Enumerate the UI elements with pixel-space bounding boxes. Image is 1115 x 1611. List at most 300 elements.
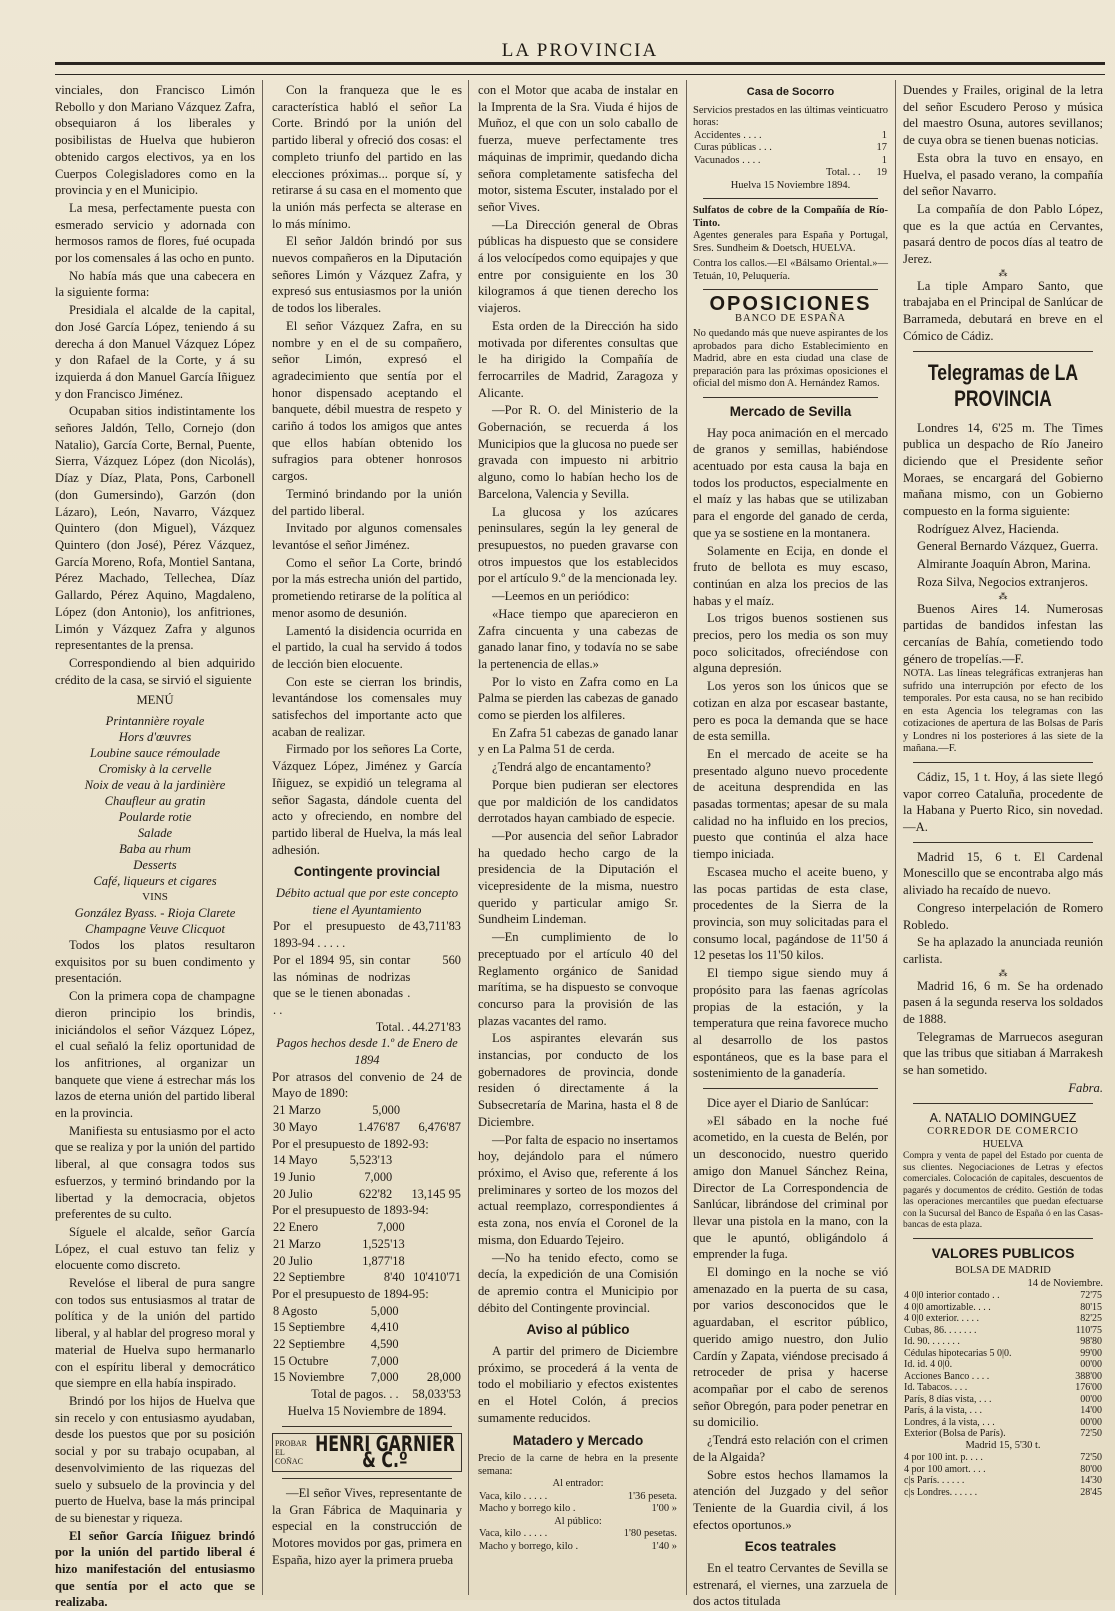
- menu-item: Printannière royale: [105, 714, 205, 729]
- table-row: [903, 1302, 1103, 1314]
- paragraph: Los trigos buenos sostienen sus precios, pero los media os son muy poco solicitados, ofreciéndose con alguna depresión.: [693, 611, 888, 676]
- paragraph: El señor Jaldón brindó por sus nuevos compañeros en la Diputación señores Limón y Vázquez Zafra, y expresó sus entusiasmos por la unión de todos los liberales.: [272, 234, 462, 316]
- table-row: [272, 1353, 462, 1370]
- table-row: [903, 1359, 1103, 1371]
- table-cell: [406, 1253, 462, 1270]
- menu-item: Baba au rhum: [119, 842, 191, 857]
- paragraph: Duendes y Frailes, original de la letra del señor Escudero Peroso y música del maestro Osuna, autores sevillanos; de cuya obra se tienen buenas noticias.: [903, 83, 1103, 148]
- paragraph: Londres 14, 6'25 m. The Times publica un despacho de Río Janeiro diciendo que el Presidente señor Moraes, se encargará del Gobierno mañana mismo, con un Gobierno compuesto en la forma siguiente:: [903, 420, 1103, 519]
- column-4: [693, 82, 888, 1609]
- table-cell: Curas públicas . . .: [694, 142, 772, 154]
- paragraph: El domingo en la noche se vió amenazado en la puerta de su casa, por varios desconocidos que le aguardaban, el escritor público, querido amigo nuestro, don Julio Cardín y Zapata, viéndose precisado á retroceder de prisa y hacerse acompañar por el cabo de serenos señor Obregón, para poder penetrar en su domicilio.: [693, 1265, 888, 1430]
- paragraph: En el teatro Cervantes de Sevilla se estrenará, el viernes, una zarzuela de dos actos titulada: [693, 1561, 888, 1609]
- table-cell: 1: [881, 154, 887, 166]
- table-row: [903, 1428, 1103, 1440]
- table-cell: 1'80 pesetas.: [623, 1528, 677, 1540]
- table-row: [903, 1382, 1103, 1394]
- paragraph: Invitado por algunos comensales levantóse el señor Jiménez.: [272, 521, 462, 552]
- table-cell: 560: [442, 952, 461, 967]
- separator-stars: ⁂: [998, 590, 1008, 601]
- table-cell: 1,525'13: [362, 1236, 405, 1251]
- text-line: Servicios prestados en las últimas veinticuatro horas:: [693, 104, 888, 129]
- menu-item: Noix de veau à la jardinière: [84, 778, 226, 793]
- table-cell: Cubas, 86. . . . . . .: [904, 1324, 977, 1336]
- table-cell: 1: [881, 129, 887, 141]
- text-line: Por el presupuesto de 1892-93:: [272, 1136, 429, 1151]
- table-cell: 30 Mayo: [273, 1119, 318, 1134]
- paragraph: Revelóse el liberal de pura sangre con todos sus entusiasmos al tratar de política y de la unión del partido liberal, y al hablar del progreso moral y material de Huelva supo hermanarlo con el espíritu liberal y democrático que siempre en ella había inspirado.: [55, 1276, 255, 1391]
- menu-item: Chaufleur au gratin: [104, 794, 206, 809]
- section-heading: Ecos teatrales: [744, 1539, 837, 1555]
- divider: [913, 1103, 1093, 1104]
- table-row: [272, 918, 462, 951]
- table-row: [272, 1102, 462, 1119]
- paragraph: La tiple Amparo Santo, que trabajaba en el Principal de Sanlúcar de Barrameda, debutará en breve en el Cómico de Cádiz.: [903, 278, 1103, 343]
- table-cell: [400, 1353, 462, 1370]
- table-row: [903, 1290, 1103, 1302]
- table-cell: [393, 1169, 462, 1186]
- table-cell: [406, 1236, 462, 1253]
- section-heading: Casa de Socorro: [746, 86, 835, 98]
- table-cell: 99'00: [1080, 1347, 1102, 1359]
- table-row: [272, 1019, 462, 1036]
- table-row: [272, 1119, 462, 1136]
- table-row: [903, 1475, 1103, 1487]
- table-cell: París, 8 días vista, . . .: [904, 1393, 992, 1405]
- vins-item: González Byass. - Rioja Clarete: [74, 906, 236, 921]
- oposiciones-subtitle: BANCO DE ESPAÑA: [735, 312, 846, 324]
- paragraph: —El señor Vives, representante de la Gran Fábrica de Maquinaria y especial en la construcción de Motores movidos por gas, primera en España, hizo ayer la primera prueba: [272, 1485, 462, 1567]
- table-cell: 10'410'71: [413, 1270, 461, 1285]
- table-cell: Id. id. 4 0|0.: [904, 1359, 953, 1371]
- divider: [913, 842, 1093, 843]
- paragraph: La compañía de don Pablo López, que es la que actúa en Cervantes, pasará dentro de pocos días al teatro de Jerez.: [903, 201, 1103, 267]
- table-row: [272, 1169, 462, 1186]
- text-line: Precio de la carne de hebra en la presente semana:: [478, 1453, 678, 1477]
- table-row: [903, 1405, 1103, 1417]
- table-row: [478, 1503, 678, 1516]
- table-cell: [406, 1219, 462, 1236]
- table-cell: c|s París. . . . . .: [904, 1475, 965, 1487]
- vins-title: VINS: [142, 891, 168, 904]
- paragraph: En el mercado de aceite se ha presentado alguno nuevo procedente de aceituna desprendida en las pasadas tormentas; apesar de su mala calidad no ha influido en los precios, puesto que continúa el alza hace tiempo iniciada.: [693, 746, 888, 862]
- table-row: [903, 1452, 1103, 1464]
- divider: [282, 1478, 452, 1479]
- divider: [703, 198, 878, 199]
- paragraph: Esta obra la tuvo en ensayo, en Huelva, el pasado verano, la compañía del señor Navarro.: [903, 150, 1103, 199]
- paragraph: —Leemos en un periódico:: [492, 589, 630, 604]
- oposiciones-title: OPOSICIONES: [709, 293, 872, 316]
- date-line: Huelva 15 Noviembre de 1894.: [287, 1403, 447, 1418]
- column-separator: [686, 80, 687, 1595]
- column-1: [55, 82, 255, 1610]
- table-cell: 21 Marzo: [273, 1236, 321, 1251]
- table-cell: 5,000: [372, 1103, 401, 1118]
- table-row: [478, 1541, 678, 1554]
- table-cell: 20 Julio: [273, 1186, 313, 1201]
- paragraph: Síguele el alcalde, señor García López, el cual estuvo tan feliz y elocuente como discreto.: [55, 1224, 255, 1273]
- table-cell: [393, 1152, 462, 1169]
- date-line: 14 de Noviembre.: [1027, 1277, 1103, 1289]
- menu-item: Salade: [137, 826, 173, 841]
- table-row: [272, 1186, 462, 1203]
- section-heading: VALORES PUBLICOS: [931, 1244, 1075, 1261]
- paragraph: —Por R. O. del Ministerio de la Gobernación, se recuerda á los Municipios que la glucosa no puede ser gravada con impuesto ni arbitrio alguno, como lo habían hecho los de Barcelona, Valencia y Sevilla.: [478, 403, 678, 501]
- corredor-city: HUELVA: [982, 1138, 1024, 1150]
- paragraph: La mesa, perfectamente puesta con esmerado servicio y adornada con hermosos ramos de flores, fué ocupada por los comensales á las ocho en punto.: [55, 200, 255, 266]
- menu-item: Loubine sauce rémoulade: [89, 746, 221, 761]
- signature: Fabra.: [1068, 1080, 1103, 1095]
- paragraph: »El sábado en la noche fué acometido, en la cuesta de Belén, por un desconocido, nuestro querido amigo don Manuel Sánchez Reina, Director de La Correspondencia de Sanlúcar, librándose del criminal por llevar una pistola en la mano, con la que le apuntó, obligándolo á emprender la fuga.: [693, 1113, 888, 1262]
- table-cell: 4,590: [370, 1337, 399, 1352]
- section-heading: Mercado de Sevilla: [729, 403, 852, 419]
- table-cell: 15 Octubre: [273, 1353, 329, 1368]
- price-table: [478, 1491, 678, 1516]
- corredor-text: Compra y venta de papel del Estado por cuenta de sus clientes. Negociaciones de Letras y efectos comerciales. Colocación de capitales, descuentos de pagarés y documentos de crédito. Gestión de todas las operaciones mercantiles que puedan efectuarse con la Sucursal del Banco de España ó en las Casas-bancas de esta plaza.: [903, 1151, 1103, 1231]
- paragraph: Como el señor La Corte, brindó por la más estrecha unión del partido, prometiendo retirarse de la política al menor asomo de desunión.: [272, 555, 462, 620]
- paragraph: con el Motor que acaba de instalar en la Imprenta de la Sra. Viuda é hijos de Muñoz, el que con un solo caballo de fuerza, mueve perfectamente tres máquinas de imprimir, quedando dicha señora completamente satisfecha del motor, sistema Escuter, instalado por el señor Vives.: [478, 83, 678, 214]
- paragraph: Porque bien pudieran ser electores que por maldición de los candidatos derrotados hayan cambiado de especie.: [478, 777, 678, 826]
- menu-item: Cromisky à la cervelle: [98, 762, 212, 777]
- paragraph: Buenos Aires 14. Numerosas partidas de bandidos infestan las cercanías de Bahía, cometiendo todo género de tropelías.—F.: [903, 601, 1103, 666]
- table-cell: 00'00: [1080, 1359, 1102, 1371]
- table-cell: 176'00: [1075, 1382, 1102, 1394]
- column-3: [478, 82, 678, 1597]
- ad-brand: HENRI GARNIER & C.º: [315, 1431, 455, 1473]
- table-cell: 622'82: [359, 1186, 393, 1201]
- paragraph: vinciales, don Francisco Limón Rebollo y don Mariano Vázquez Zafra, obsequiaron á los liberales y posibilistas de Huelva que hubieron obtenido cargos electivos, ya en los Cuerpos Colegisladores como en la provincia y en el Municipio.: [55, 83, 255, 198]
- table-row: [272, 1219, 462, 1236]
- table-cell: 14'00: [1080, 1405, 1102, 1417]
- ad-text: Sulfatos de cobre de la Compañía de Río-Tinto.: [693, 205, 888, 229]
- table-cell: 00'00: [1080, 1393, 1102, 1405]
- casa-table: [693, 130, 888, 180]
- masthead-title: LA PROVINCIA: [501, 40, 659, 61]
- menu-item: Desserts: [133, 858, 177, 873]
- table-cell: Total de pagos. . .: [311, 1387, 399, 1402]
- table-cell: 7,000: [370, 1370, 399, 1385]
- table-row: [903, 1464, 1103, 1476]
- section-heading: Aviso al público: [526, 1322, 630, 1338]
- table-cell: 43,711'83: [412, 919, 461, 934]
- table-row: [693, 167, 888, 180]
- menu-item: Café, liqueurs et cigares: [93, 874, 217, 889]
- table-row: [272, 1369, 462, 1386]
- table-row: [903, 1336, 1103, 1348]
- menu-item: Poularde rotie: [118, 810, 192, 825]
- divider: [913, 1238, 1093, 1239]
- menu-item: Hors d'œuvres: [118, 730, 192, 745]
- corredor-name: A. NATALIO DOMINGUEZ: [929, 1110, 1077, 1125]
- table-cell: 1.476'87: [357, 1119, 401, 1134]
- paragraph: Los yeros son los únicos que se cotizan en alza por escasear bastante, pero es poca la demanda que se hace de esta semilla.: [693, 679, 888, 744]
- paragraph: Lamentó la disidencia ocurrida en el partido, la cual ha servido á todos de lección bien elocuente.: [272, 623, 462, 671]
- corredor-title: CORREDOR DE COMERCIO: [927, 1126, 1079, 1138]
- column-separator: [262, 80, 263, 1595]
- table-cell: Id. Tabacos. . . .: [904, 1382, 968, 1394]
- table-cell: 4 por 100 amort. . . .: [904, 1463, 986, 1475]
- subheading: Pagos hechos desde 1.º de Enero de 1894: [276, 1036, 458, 1068]
- price-table: [478, 1528, 678, 1553]
- table-row: [478, 1491, 678, 1504]
- table-cell: 72'50: [1080, 1452, 1102, 1464]
- bolsa-table: [903, 1452, 1103, 1498]
- divider: [703, 289, 878, 290]
- paragraph: —Por falta de espacio no insertamos hoy, dejándolo para el número próximo, el Aviso que, referente á los preliminares y sorteo de los mozos del actual reemplazo, correspondientes á esta zona, nos envía el Coronel de la misma, don Eduardo Tejeiro.: [478, 1132, 678, 1247]
- table-cell: 15 Septiembre: [273, 1320, 345, 1335]
- paragraph: En Zafra 51 cabezas de ganado lanar y en La Palma 51 de cerda.: [478, 725, 678, 757]
- paragraph: Congreso interpelación de Romero Robledo.: [903, 900, 1103, 932]
- telegramas-title: Telegramas de LA PROVINCIA: [927, 359, 1079, 411]
- paragraph: Con este se cierran los brindis, levantándose los comensales muy satisfechos del importante acto que acaban de realizar.: [272, 674, 462, 739]
- paragraph: Con la primera copa de champagne dieron principio los brindis, iniciándolos el señor Vázquez López, el cual señaló la feliz oportunidad de los anfitriones, al organizar un banquete que viene á estrechar más los lazos de eterna unión del partido liberal en la provincia.: [55, 989, 255, 1121]
- divider: [703, 1088, 878, 1089]
- debito-table: [272, 918, 462, 1035]
- subheading: Débito actual que por este concepto tiene el Ayuntamiento: [275, 886, 459, 917]
- table-row: [693, 142, 888, 155]
- paragraph: «Hace tiempo que aparecieron en Zafra cincuenta y una cabezas de ganado lanar fino, y todavía no se sabe la pertenencia de ellas.»: [478, 606, 678, 671]
- table-row: [903, 1325, 1103, 1337]
- column-2: [272, 82, 462, 1597]
- table-cell: Cédulas hipotecarias 5 0|0.: [904, 1347, 1012, 1359]
- paragraph: La glucosa y los azúcares peninsulares, según la ley general de presupuestos, no pueden gravarse con otros impuestos que los establecidos por el artículo 9.º de la mencionada ley.: [478, 504, 678, 586]
- table-cell: c|s Londres. . . . . .: [904, 1486, 978, 1498]
- table-cell: [400, 1319, 462, 1336]
- paragraph: Rodríguez Alvez, Hacienda.: [917, 521, 1059, 536]
- table-cell: Total. . .: [826, 167, 861, 179]
- table-cell: 28'45: [1080, 1486, 1102, 1498]
- table-cell: 22 Enero: [273, 1220, 319, 1235]
- table-row: [903, 1417, 1103, 1429]
- table-cell: 21 Marzo: [273, 1103, 321, 1118]
- table-cell: Exterior (Bolsa de París).: [904, 1428, 1006, 1440]
- table-cell: 19: [876, 167, 887, 179]
- table-row: [693, 155, 888, 168]
- paragraph: A partir del primero de Diciembre próximo, se procederá á la venta de todo el mobiliario y efectos existentes en el Hotel Colón, á precios sumamente reducidos.: [478, 1344, 678, 1425]
- paragraph: General Bernardo Vázquez, Guerra.: [917, 539, 1099, 554]
- table-cell: 28,000: [426, 1370, 461, 1385]
- section-heading: Contingente provincial: [293, 864, 441, 880]
- table-row: [478, 1528, 678, 1541]
- paragraph: Terminó brindando por la unión del partido liberal.: [272, 486, 462, 518]
- paragraph: —La Dirección general de Obras públicas ha dispuesto que se considere á los velocípedos como equipajes y que entre por consiguiente en los 30 kilogramos á que tienen derecho los viajeros.: [478, 217, 678, 316]
- divider: [913, 762, 1093, 763]
- paragraph: Los aspirantes elevarán sus instancias, por conducto de los gobernadores de provincia, donde residen ó directamente á la Subsecretaría de Marina, hasta el 8 de Diciembre.: [478, 1031, 678, 1129]
- subheading: Al público:: [554, 1515, 602, 1527]
- table-cell: 4 0|0 interior contado . .: [904, 1290, 1000, 1302]
- divider: [703, 397, 878, 398]
- table-cell: 4,410: [370, 1320, 399, 1335]
- paragraph: No había más que una cabecera en la siguiente forma:: [55, 268, 255, 300]
- masthead-rule: [55, 62, 1105, 65]
- ad-caption: PROBAR EL COÑAC: [275, 1438, 308, 1466]
- table-row: [272, 952, 462, 1019]
- table-cell: 7,000: [364, 1170, 393, 1184]
- table-row: [272, 1319, 462, 1336]
- paragraph: Con la franqueza que le es característica habló el señor La Corte. Brindó por la unión del partido liberal y ofreció dos cosas: el completo triunfo del partido en las elecciones próximas... porque sí, y retirarse á su casa en el momento que la unión más perfecta se alterase en lo más mínimo.: [272, 83, 462, 231]
- table-cell: 22 Septiembre: [273, 1337, 345, 1352]
- paragraph: Solamente en Ecija, en donde el fruto de bellota es muy escaso, continúan en alza los precios de las habas y el maíz.: [693, 543, 888, 608]
- pagos-table: [272, 1219, 462, 1286]
- cognac-ad: [272, 1433, 462, 1472]
- paragraph: Brindó por los hijos de Huelva que sin recelo y con entusiasmo ayudaban, desde los puestos que por su posición social y por su trabajo ocupaban, al desenvolvimiento de las riquezas del suelo y subsuelo de la provincia y del puerto de Huelva, base la más principal de su bienestar y riqueza.: [55, 1394, 255, 1525]
- paragraph: Cádiz, 15, 1 t. Hoy, á las siete llegó vapor correo Cataluña, procedente de la Habana y Puerto Rico, sin novedad.—A.: [903, 769, 1103, 834]
- table-cell: 20 Julio: [273, 1253, 313, 1268]
- paragraph: Ocupaban sitios indistintamente los señores Jaldón, Tello, Cornejo (don Natalio), García Corte, Bernal, Puente, Sierra, Vázquez López (don Nicolás), Díaz y Díaz, Plata, Pons, Carbonell (don Gumersindo), Garzón (don Lázaro), León, Navarro, Vázquez Quintero (don Miguel), Vázquez Quintero (don José), Pérez Vázquez, García Moreno, Rofa, Montiel Santana, Pérez Machado, Tellechea, Díaz Gallardo, Pérez Aquino, Magdaleno, López (don Antonio), los anfitriones, Limón y Vázquez Zafra y algunos representantes de la prensa.: [55, 404, 255, 653]
- paragraph: Dice ayer el Diario de Sanlúcar:: [707, 1096, 869, 1111]
- table-cell: 4 0|0 exterior. . . . .: [904, 1313, 980, 1325]
- separator-stars: ⁂: [998, 267, 1008, 278]
- table-row: [272, 1386, 462, 1403]
- table-cell: [400, 1303, 462, 1320]
- table-cell: 1'36 peseta.: [627, 1490, 677, 1502]
- text-line: Por el presupuesto de 1893-94:: [272, 1203, 429, 1218]
- table-cell: Vacunados . . . .: [694, 154, 761, 166]
- table-cell: 7,000: [376, 1220, 405, 1235]
- section-heading: Matadero y Mercado: [512, 1432, 644, 1448]
- paragraph: Manifiesta su entusiasmo por el acto que se realiza y por la unión del partido liberal, al que consagra todos sus esfuerzos, y terminó brindando por la libertad y la democracia, objetos preferentes de su culto.: [55, 1123, 255, 1222]
- oposiciones-text: No quedando más que nueve aspirantes de los aprobados para dicho Establecimiento en Madrid, abre en esta ciudad una clase de preparación para las próximas oposiciones el oficial del mismo don A. Hernández Ramos.: [693, 328, 888, 390]
- table-cell: 44.271'83: [412, 1019, 461, 1034]
- ad-text: Agentes generales para España y Portugal, Sres. Sundheim & Doetsch, HUELVA.: [693, 230, 888, 254]
- table-row: [272, 1152, 462, 1169]
- paragraph: Madrid 15, 6 t. El Cardenal Monescillo que se encontraba algo más aliviado ha recaído de nuevo.: [903, 849, 1103, 898]
- menu-title: MENÚ: [136, 693, 174, 708]
- table-cell: 14 Mayo: [273, 1153, 318, 1168]
- bolsa-table: [903, 1290, 1103, 1440]
- table-cell: Por el presupuesto de 1893-94 . . . . .: [273, 919, 411, 951]
- table-cell: Macho y borrego, kilo .: [479, 1540, 579, 1552]
- menu-list: [55, 713, 255, 937]
- paragraph: Firmado por los señores La Corte, Vázquez López, Jiménez y García Iñiguez, se expidió un telegrama al señor Sagasta, dándole cuenta del acto y ofreciendo, en nombre del partido liberal de Huelva, la más leal adhesión.: [272, 742, 462, 857]
- nota-text: NOTA. Las líneas telegráficas extranjeras han sufrido una interrupción por efecto de los temporales. Por esta causa, no se han recibido en esta Agencia los telegramas con las cotizaciones de apertura de las Bolsas de París y Londres ni los posteriores á las siete de la mañana.—F.: [903, 668, 1103, 755]
- paragraph: Telegramas de Marruecos aseguran que las tribus que sitiaban á Marrakesh se han sometido.: [903, 1029, 1103, 1078]
- text-line: Por el presupuesto de 1894-95:: [272, 1286, 429, 1301]
- paragraph: Todos los platos resultaron exquisitos por su buen condimento y presentación.: [55, 938, 255, 986]
- table-cell: 19 Junio: [273, 1170, 316, 1184]
- table-cell: [401, 1102, 462, 1119]
- column-separator: [468, 80, 469, 1595]
- table-cell: Londres, á la vista, . . .: [904, 1416, 995, 1428]
- table-cell: Accidentes . . . .: [694, 129, 762, 141]
- table-cell: Total. .: [375, 1019, 411, 1034]
- table-row: [903, 1487, 1103, 1499]
- table-cell: 388'00: [1075, 1370, 1102, 1382]
- table-cell: Vaca, kilo . . . . .: [479, 1490, 548, 1502]
- masthead-rule-thin: [55, 74, 1105, 75]
- table-cell: 1'40 »: [651, 1540, 677, 1552]
- paragraph: El señor García Iñiguez brindó por la unión del partido liberal é hizo manifestación del entusiasmo que sentía por el acto que se realizaba.: [55, 1528, 255, 1610]
- column-5: [903, 82, 1103, 1597]
- vins-item: Champagne Veuve Clicquot: [85, 922, 225, 937]
- table-cell: 72'50: [1080, 1428, 1102, 1440]
- table-row: [272, 1269, 462, 1286]
- table-cell: 5,523'13: [349, 1153, 393, 1168]
- table-cell: 110'75: [1075, 1324, 1102, 1336]
- table-cell: 72'75: [1080, 1290, 1102, 1302]
- divider: [282, 1426, 452, 1427]
- table-cell: 8 Agosto: [273, 1303, 318, 1318]
- subheading: BOLSA DE MADRID: [955, 1265, 1051, 1277]
- table-cell: 17: [876, 142, 887, 154]
- table-row: [272, 1336, 462, 1353]
- table-row: [903, 1313, 1103, 1325]
- divider: [913, 351, 1093, 352]
- paragraph: Sobre estos hechos llamamos la atención del Juzgado y del señor Teniente de la Guardia civil, á los efectos oportunos.»: [693, 1467, 888, 1532]
- table-row: [272, 1236, 462, 1253]
- paragraph: Esta orden de la Dirección ha sido motivada por diferentes consultas que le ha dirigido la Compañía de ferrocarriles de Madrid, Zaragoza y Alicante.: [478, 318, 678, 400]
- table-cell: 80'15: [1080, 1301, 1102, 1313]
- pagos-table: [272, 1102, 462, 1135]
- table-cell: 22 Septiembre: [273, 1270, 345, 1285]
- paragraph: Almirante Joaquín Abron, Marina.: [917, 557, 1091, 572]
- table-cell: 4 por 100 int. p. . . .: [904, 1452, 983, 1464]
- column-separator: [895, 80, 896, 1595]
- table-row: [903, 1348, 1103, 1360]
- subheading: Al entrador:: [552, 1478, 604, 1490]
- table-cell: Macho y borrego kilo .: [479, 1503, 576, 1515]
- pagos-table: [272, 1303, 462, 1403]
- date-line: Huelva 15 Noviembre 1894.: [730, 179, 851, 191]
- paragraph: Roza Silva, Negocios extranjeros.: [917, 574, 1089, 589]
- pagos-table: [272, 1152, 462, 1202]
- table-cell: 82'25: [1080, 1313, 1102, 1325]
- table-cell: 7,000: [370, 1353, 399, 1368]
- table-cell: 80'00: [1080, 1463, 1102, 1475]
- table-cell: 00'00: [1080, 1416, 1102, 1428]
- text-line: Por atrasos del convenio de 24 de Mayo de 1890:: [272, 1069, 462, 1101]
- table-row: [903, 1371, 1103, 1383]
- paragraph: —En cumplimiento de lo preceptuado por el artículo 40 del Reglamento orgánico de Sanidad marítima, se ha dispuesto se convoque concurso para la provisión de las plazas vacantes del ramo.: [478, 930, 678, 1028]
- paragraph: Hay poca animación en el mercado de granos y semillas, habiéndose acentuado por esta causa la baja en todos los productos, especialmente en el maíz y las habas que se utilizaban para el engorde del ganado de cerda, que ya se sostiene en la montanera.: [693, 425, 888, 540]
- table-cell: 4 0|0 amortizable. . . .: [904, 1301, 991, 1313]
- paragraph: Presidiala el alcalde de la capital, don José García López, teniendo á su derecha á don Manuel Vázquez López y don Rafael de la Corte, y á su izquierda á don Manuel García Iñiguez y don Francisco Jiménez.: [55, 303, 255, 401]
- table-cell: Vaca, kilo . . . . .: [479, 1528, 548, 1540]
- paragraph: Por lo visto en Zafra como en La Palma se pierden las cabezas de ganado como se pierden los alfileres.: [478, 674, 679, 723]
- paragraph: ¿Tendrá esto relación con el crimen de la Algaida?: [693, 1433, 888, 1464]
- table-cell: [400, 1336, 462, 1353]
- table-cell: 58,033'53: [412, 1387, 461, 1402]
- table-cell: 1'00 »: [651, 1503, 677, 1515]
- table-cell: 14'30: [1080, 1475, 1102, 1487]
- paragraph: Correspondiendo al bien adquirido crédito de la casa, se sirvió el siguiente: [55, 655, 255, 687]
- table-cell: Acciones Banco . . . .: [904, 1370, 990, 1382]
- paragraph: Se ha aplazado la anunciada reunión carlista.: [903, 935, 1103, 966]
- table-cell: 8'40: [383, 1270, 405, 1285]
- table-cell: Id. 90. . . . . . .: [904, 1336, 960, 1348]
- paragraph: Madrid 16, 6 m. Se ha ordenado pasen á la segunda reserva los soldados de 1888.: [903, 978, 1103, 1027]
- paragraph: El tiempo sigue siendo muy á propósito para las faenas agrícolas propias de la estación, y la temperatura que reina favorece mucho al desarrollo de los pastos espontáneos, que es la base para el sostenimiento de la ganadería.: [693, 966, 888, 1081]
- table-cell: París, á la vista, . . .: [904, 1405, 983, 1417]
- paragraph: El señor Vázquez Zafra, en su nombre y en el de su compañero, señor Limón, expresó el agradecimiento que sentía por el honor dispensado aceptando el banquete, débil muestra de respeto y cariño á todos los amigos que antes que ellos habían obtenido los sufragios para obtener honrosos cargos.: [272, 318, 462, 484]
- table-cell: 5,000: [370, 1303, 399, 1318]
- paragraph: ¿Tendrá algo de encantamento?: [492, 760, 651, 775]
- table-cell: 6,476'87: [418, 1119, 461, 1134]
- subheading: Madrid 15, 5'30 t.: [965, 1439, 1041, 1451]
- table-row: [693, 130, 888, 143]
- table-cell: 15 Noviembre: [273, 1370, 345, 1385]
- paragraph: Escasea mucho el aceite bueno, y las pocas partidas de esta clase, procedentes de la Sierra de la provincia, son muy solicitadas para el consumo local, pagándose de 11'50 á 12 pesetas los 11'50 kilos.: [693, 864, 888, 963]
- table-cell: 1,877'18: [362, 1253, 405, 1268]
- separator-stars: ⁂: [998, 967, 1008, 978]
- table-cell: Por el 1894 95, sin contar las nóminas de nodrizas que se le tienen abonadas . . .: [273, 952, 411, 1017]
- table-cell: 13,145 95: [411, 1186, 461, 1201]
- table-row: [272, 1303, 462, 1320]
- paragraph: —No ha tenido efecto, como se decía, la expedición de una Comisión de apremio contra el Municipio por débito del Contingente provincial.: [478, 1250, 678, 1315]
- ad-text: Contra los callos.—El «Bálsamo Oriental.»—Tetuán, 10, Peluquería.: [693, 258, 888, 282]
- table-cell: 98'80: [1080, 1336, 1102, 1348]
- table-row: [903, 1394, 1103, 1406]
